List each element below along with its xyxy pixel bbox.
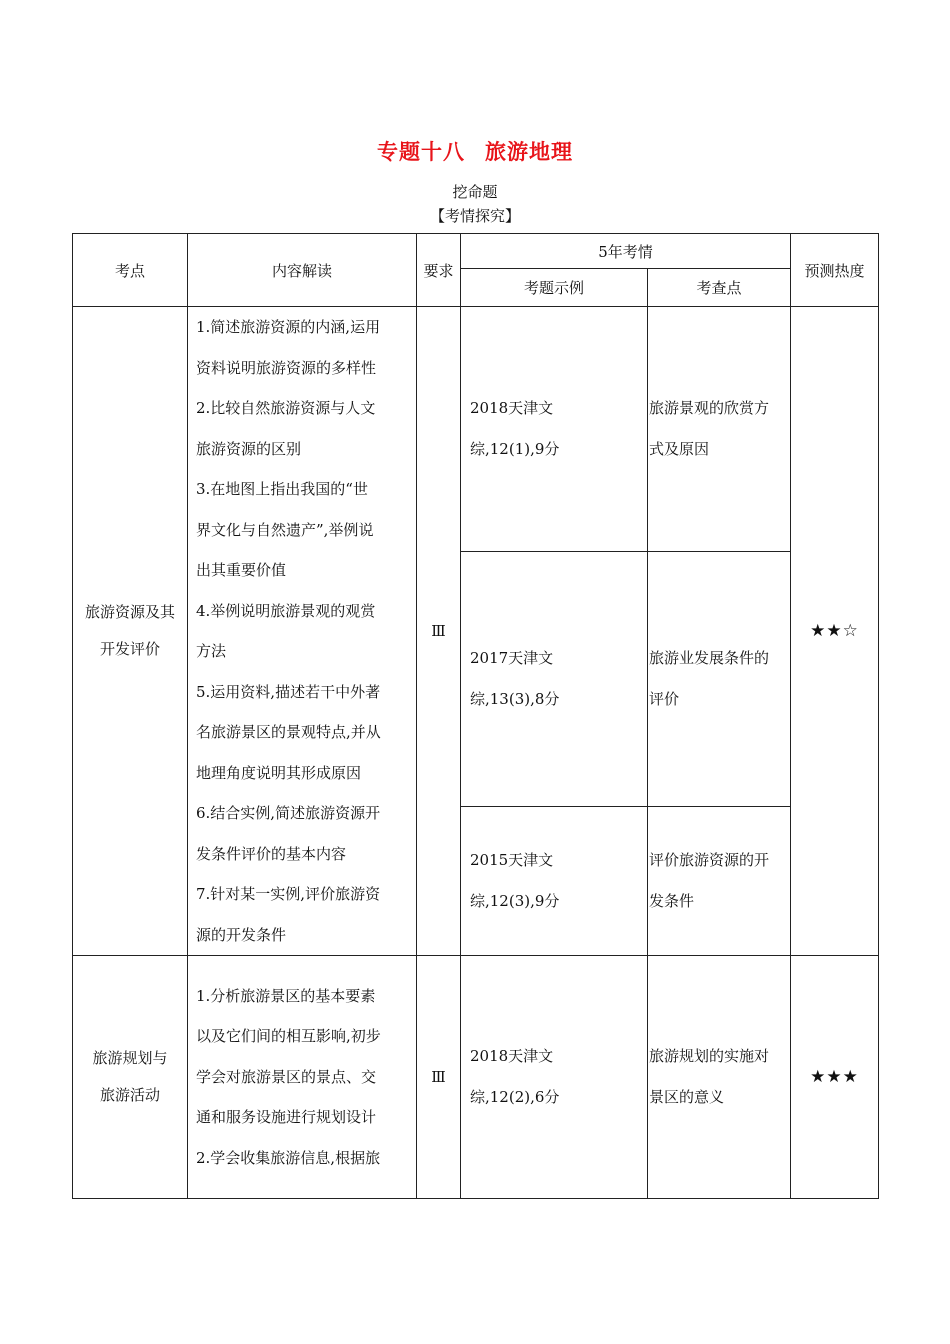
header-five-year: 5年考情 <box>461 234 791 269</box>
page-title <box>0 136 950 166</box>
requirement-cell: Ⅲ <box>417 956 461 1199</box>
exam-point-cell: 旅游规划的实施对 景区的意义 <box>648 956 791 1199</box>
section-label: 【考情探究】 <box>429 207 520 225</box>
exam-analysis-table <box>72 233 879 1199</box>
subtitle: 挖命题 <box>452 183 498 201</box>
header-content: 内容解读 <box>188 234 417 307</box>
heat-rating: ★★★ <box>791 956 879 1199</box>
requirement-cell: Ⅲ <box>417 307 461 956</box>
exam-example-cell: 2015天津文 综,12(3),9分 <box>461 807 648 956</box>
header-requirement: 要求 <box>417 234 461 307</box>
exam-point-cell: 旅游景观的欣赏方 式及原因 <box>648 307 791 552</box>
content-cell: 1.分析旅游景区的基本要素 以及它们间的相互影响,初步 学会对旅游景区的景点、交 通和服务设施进行规划设计 2.学会收集旅游信息,根据旅 <box>188 956 417 1199</box>
title-topic: 旅游地理 <box>485 140 573 164</box>
table-row <box>73 956 879 1199</box>
title-main: 专题十八 <box>377 140 465 164</box>
exam-point-cell: 评价旅游资源的开 发条件 <box>648 807 791 956</box>
exam-example-cell: 2018天津文 综,12(2),6分 <box>461 956 648 1199</box>
kaodian-cell: 旅游资源及其 开发评价 <box>73 307 188 956</box>
exam-example-cell: 2018天津文 综,12(1),9分 <box>461 307 648 552</box>
header-checkpoint: 考查点 <box>648 269 791 307</box>
kaodian-cell: 旅游规划与 旅游活动 <box>73 956 188 1199</box>
exam-example-cell: 2017天津文 综,13(3),8分 <box>461 552 648 807</box>
header-heat: 预测热度 <box>791 234 879 307</box>
content-cell: 1.简述旅游资源的内涵,运用 资料说明旅游资源的多样性 2.比较自然旅游资源与人文 旅游资源的区别 3.在地图上指出我国的“世 界文化与自然遗产”,举例说 出其重要价值 4.举例说明旅游景观的观赏 方法 5.运用资料,描述若干中外著 名旅游景区的景观特点,并从 地理角度说明其形成原因 6.结合实例,简述旅游资源开 发条件评价的基本内容 7.针对某一实例,评价旅游资 源的开发条件 <box>188 307 417 956</box>
header-example: 考题示例 <box>461 269 648 307</box>
header-kaodian: 考点 <box>73 234 188 307</box>
table-row <box>73 307 879 552</box>
exam-point-cell: 旅游业发展条件的 评价 <box>648 552 791 807</box>
heat-rating: ★★☆ <box>791 307 879 956</box>
